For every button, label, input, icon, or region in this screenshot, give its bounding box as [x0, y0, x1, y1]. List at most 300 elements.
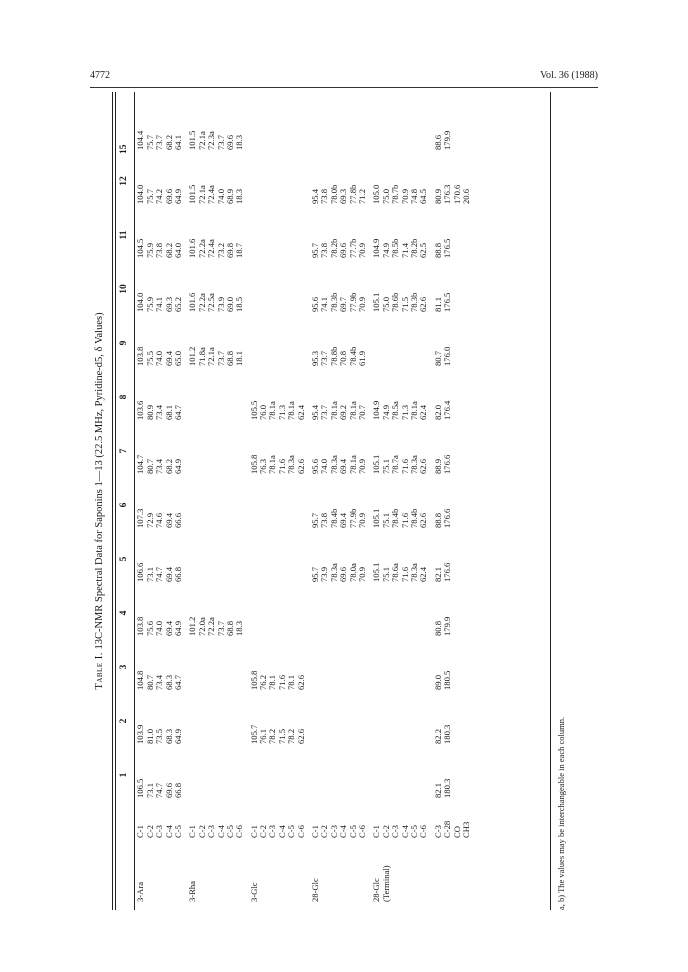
sugar-unit-label [268, 840, 277, 910]
table-rule-bottom [550, 92, 551, 910]
shift-value [296, 316, 305, 370]
shift-value: 73.7 [154, 134, 165, 150]
shift-value [329, 748, 338, 802]
shift-value: 74.8 [408, 188, 419, 204]
shift-value: 78.6a [390, 563, 401, 582]
shift-value: 18.3 [234, 620, 245, 636]
shift-value [226, 694, 235, 748]
row-tail [320, 92, 329, 146]
table-row [329, 92, 338, 910]
carbon-label: C-2 [258, 825, 269, 838]
shift-value: 71.4 [399, 242, 410, 258]
shift-value [287, 154, 296, 208]
shift-value [462, 586, 471, 640]
shift-value: 89.0 [432, 674, 443, 690]
shift-value: 180.5 [442, 670, 453, 690]
column-header: 15 [119, 144, 130, 154]
running-head [0, 0, 688, 100]
shift-value: 69.4 [163, 620, 174, 636]
shift-value [197, 424, 206, 478]
shift-value [216, 748, 225, 802]
shift-value: 72.1a [196, 185, 207, 204]
shift-value: 180.3 [442, 724, 453, 744]
sugar-unit-label [358, 840, 367, 910]
shift-value: 95.7 [310, 512, 321, 528]
shift-value: 104.5 [135, 238, 146, 258]
shift-value: 101.6 [187, 292, 198, 312]
shift-value [452, 532, 461, 586]
carbon-label: C-3 [390, 825, 401, 838]
shift-value: 78.1a [267, 401, 278, 420]
shift-value [452, 370, 461, 424]
shift-value: 78.1a [347, 455, 358, 474]
shift-value: 70.7 [356, 404, 367, 420]
shift-value: 101.5 [187, 184, 198, 204]
carbon-label: C-1 [187, 825, 198, 838]
shift-value [372, 316, 381, 370]
shift-value: 69.3 [338, 188, 349, 204]
shift-value: 179.9 [442, 130, 453, 150]
shift-value [329, 694, 338, 748]
shift-value: 76.1 [258, 728, 269, 744]
table-body [134, 92, 471, 910]
shift-value: 68.8 [224, 350, 235, 366]
sugar-unit-label [433, 840, 442, 910]
column-header: 9 [119, 340, 130, 346]
shift-value [287, 478, 296, 532]
row-tail [277, 92, 286, 146]
shift-value: 71.8a [196, 347, 207, 366]
shift-value: 73.4 [154, 674, 165, 690]
shift-value [462, 694, 471, 748]
carbon-label: C-5 [224, 825, 235, 838]
row-tail [381, 92, 390, 146]
shift-value: 78.3b [408, 292, 419, 312]
row-tail [339, 92, 348, 146]
shift-value: 70.9 [356, 242, 367, 258]
shift-value [249, 208, 258, 262]
carbon-label: C-3 [154, 825, 165, 838]
shift-value: 88.6 [432, 134, 443, 150]
shift-value: 103.6 [135, 400, 146, 420]
row-tail [311, 92, 320, 146]
table-row [391, 92, 400, 910]
shift-value: 78.8b [328, 346, 339, 366]
shift-value [259, 586, 268, 640]
sugar-unit-label [216, 840, 225, 910]
shift-value [188, 748, 197, 802]
shift-value [249, 586, 258, 640]
shift-value: 73.5 [154, 728, 165, 744]
shift-value: 69.4 [163, 350, 174, 366]
shift-value: 103.8 [135, 346, 146, 366]
shift-value [235, 532, 244, 586]
shift-value [235, 370, 244, 424]
shift-value: 107.3 [135, 508, 146, 528]
page-number: 4772 [90, 70, 110, 81]
carbon-label: CO [451, 826, 462, 838]
shift-value [259, 478, 268, 532]
sugar-unit-label [452, 840, 461, 910]
shift-value [207, 478, 216, 532]
sugar-unit-label [348, 840, 357, 910]
shift-value: 65.0 [172, 350, 183, 366]
shift-value [226, 370, 235, 424]
row-tail [452, 92, 461, 146]
shift-value [410, 640, 419, 694]
table-container [90, 92, 598, 910]
row-tail [348, 92, 357, 146]
shift-value: 103.8 [135, 616, 146, 636]
shift-value: 64.7 [172, 404, 183, 420]
table-row [188, 92, 197, 910]
shift-value: 62.6 [295, 458, 306, 474]
shift-value: 68.1 [163, 404, 174, 420]
shift-value: 68.9 [224, 188, 235, 204]
shift-value [296, 154, 305, 208]
shift-value [462, 478, 471, 532]
carbon-label: C-4 [163, 825, 174, 838]
shift-value: 80.7 [432, 350, 443, 366]
shift-value: 88.9 [432, 458, 443, 474]
shift-value [188, 694, 197, 748]
shift-value: 104.0 [135, 292, 146, 312]
shift-value: 101.2 [187, 616, 198, 636]
shift-value [320, 694, 329, 748]
table-row [207, 92, 216, 910]
carbon-label: C-5 [172, 825, 183, 838]
shift-value: 69.4 [338, 458, 349, 474]
shift-value [372, 640, 381, 694]
shift-value: 75.6 [144, 620, 155, 636]
shift-value [419, 586, 428, 640]
shift-value [400, 586, 409, 640]
shift-value: 69.4 [338, 512, 349, 528]
shift-value: 72.4a [206, 185, 217, 204]
shift-value: 62.4 [295, 404, 306, 420]
shift-value: 75.9 [144, 296, 155, 312]
shift-value [372, 694, 381, 748]
shift-value [287, 316, 296, 370]
shift-value: 69.6 [163, 782, 174, 798]
shift-value: 80.9 [144, 404, 155, 420]
shift-value [268, 532, 277, 586]
shift-value: 68.2 [163, 242, 174, 258]
carbon-label: C-2 [144, 825, 155, 838]
shift-value: 104.4 [135, 130, 146, 150]
shift-value [381, 748, 390, 802]
table-row [320, 92, 329, 910]
shift-value: 64.9 [172, 728, 183, 744]
column-header: 1 [119, 772, 130, 778]
shift-value: 74.7 [154, 566, 165, 582]
shift-value: 69.2 [338, 404, 349, 420]
shift-value: 105.5 [248, 400, 259, 420]
shift-value [268, 146, 277, 154]
shift-value: 105.0 [371, 184, 382, 204]
sugar-unit-label [235, 840, 244, 910]
shift-value: 105.1 [371, 562, 382, 582]
shift-value: 78.2b [328, 238, 339, 258]
shift-value: 73.1 [144, 782, 155, 798]
shift-value [391, 694, 400, 748]
shift-value: 73.8 [319, 512, 330, 528]
column-header: 6 [119, 502, 130, 508]
shift-value: 77.9b [347, 508, 358, 528]
table-row [311, 92, 320, 910]
shift-value: 78.3a [328, 563, 339, 582]
shift-value: 71.6 [399, 512, 410, 528]
shift-value [188, 424, 197, 478]
carbon-label: C-4 [215, 825, 226, 838]
shift-value: 64.7 [172, 674, 183, 690]
shift-value: 80.8 [432, 620, 443, 636]
row-tail [268, 92, 277, 146]
shift-value: 71.3 [399, 404, 410, 420]
sugar-unit-label [197, 840, 206, 910]
sugar-unit-label [287, 840, 296, 910]
shift-value: 82.1 [432, 566, 443, 582]
sugar-unit-label: 3-Rha [187, 880, 198, 902]
shift-value [372, 146, 381, 154]
shift-value [207, 532, 216, 586]
shift-value: 64.5 [418, 188, 429, 204]
shift-value [235, 478, 244, 532]
shift-value: 106.6 [135, 562, 146, 582]
shift-value [226, 424, 235, 478]
table-row [348, 92, 357, 910]
shift-value [381, 586, 390, 640]
sugar-unit-label [226, 840, 235, 910]
shift-value: 70.9 [356, 512, 367, 528]
shift-value [339, 640, 348, 694]
shift-value: 70.9 [356, 296, 367, 312]
shift-value: 72.4a [206, 239, 217, 258]
shift-value: 62.6 [418, 512, 429, 528]
shift-value: 64.1 [172, 134, 183, 150]
shift-value [452, 146, 461, 154]
shift-value: 78.1a [286, 401, 297, 420]
sugar-unit-label: 28-Glc [310, 878, 321, 902]
shift-value [296, 146, 305, 154]
shift-value: 105.1 [371, 454, 382, 474]
shift-value: 73.9 [319, 566, 330, 582]
shift-value [259, 146, 268, 154]
shift-value: 77.8b [347, 184, 358, 204]
shift-value: 73.8 [154, 242, 165, 258]
shift-value: 78.5b [390, 238, 401, 258]
header-blank [116, 840, 134, 910]
row-tail [358, 92, 367, 146]
shift-value: 75.0 [380, 188, 391, 204]
shift-value: 73.7 [215, 134, 226, 150]
shift-value [277, 748, 286, 802]
shift-value [391, 146, 400, 154]
shift-value: 75.5 [144, 350, 155, 366]
shift-value [216, 370, 225, 424]
shift-value: 74.0 [319, 458, 330, 474]
sugar-unit-label [400, 840, 409, 910]
shift-value: 74.7 [154, 782, 165, 798]
shift-value: 18.3 [234, 188, 245, 204]
shift-value [462, 208, 471, 262]
shift-value: 104.9 [371, 400, 382, 420]
column-header: 2 [119, 718, 130, 724]
shift-value: 78.1a [408, 401, 419, 420]
journal-volume: Vol. 36 (1988) [540, 70, 598, 81]
carbon-label: C-6 [295, 825, 306, 838]
shift-value [452, 208, 461, 262]
shift-value [419, 748, 428, 802]
shift-value: 69.6 [338, 566, 349, 582]
shift-value [188, 640, 197, 694]
shift-value [452, 478, 461, 532]
carbon-label: C-6 [234, 825, 245, 838]
row-tail [462, 92, 471, 146]
shift-value: 95.4 [310, 404, 321, 420]
shift-value: 73.1 [144, 566, 155, 582]
shift-value: 72.5a [206, 293, 217, 312]
shift-value: 65.2 [172, 296, 183, 312]
shift-value [259, 154, 268, 208]
shift-value [452, 586, 461, 640]
shift-value: 73.9 [215, 296, 226, 312]
shift-value: 78.6b [390, 292, 401, 312]
shift-value [348, 640, 357, 694]
shift-value [268, 586, 277, 640]
shift-value: 82.2 [432, 728, 443, 744]
column-header: 11 [119, 230, 130, 240]
shift-value: 73.7 [319, 350, 330, 366]
shift-value: 76.3 [258, 458, 269, 474]
shift-value: 71.6 [276, 458, 287, 474]
shift-value: 62.6 [295, 674, 306, 690]
shift-value: 101.6 [187, 238, 198, 258]
shift-value [207, 748, 216, 802]
shift-value [235, 694, 244, 748]
shift-value: 66.8 [172, 566, 183, 582]
column-header: 12 [119, 176, 130, 186]
shift-value: 104.0 [135, 184, 146, 204]
header-rule [90, 87, 598, 88]
shift-value [462, 748, 471, 802]
shift-value [277, 154, 286, 208]
shift-value [462, 146, 471, 154]
column-header: 10 [119, 284, 130, 294]
nmr-data-table [116, 92, 471, 910]
shift-value: 78.4b [408, 508, 419, 528]
shift-value: 68.2 [163, 134, 174, 150]
sugar-unit-label [443, 840, 452, 910]
shift-value: 75.0 [380, 296, 391, 312]
shift-value: 101.2 [187, 346, 198, 366]
table-row [226, 92, 235, 910]
table-row [197, 92, 206, 910]
shift-value: 68.8 [224, 620, 235, 636]
shift-value: 69.4 [163, 566, 174, 582]
shift-value [249, 316, 258, 370]
carbon-label: C-1 [371, 825, 382, 838]
table-row [419, 92, 428, 910]
table-row [372, 92, 381, 910]
shift-value [277, 208, 286, 262]
row-tail [259, 92, 268, 146]
shift-value: 69.0 [224, 296, 235, 312]
shift-value: 176.0 [442, 346, 453, 366]
carbon-label: C-1 [135, 825, 146, 838]
shift-value [226, 478, 235, 532]
shift-value [320, 640, 329, 694]
shift-value: 73.8 [319, 242, 330, 258]
row-tail [287, 92, 296, 146]
shift-value: 80.7 [144, 674, 155, 690]
sugar-unit-label: 3-Glc [248, 882, 259, 902]
shift-value [235, 748, 244, 802]
carbon-label: C-4 [338, 825, 349, 838]
header-blank [116, 92, 134, 146]
shift-value [268, 478, 277, 532]
shift-value: 71.5 [399, 296, 410, 312]
shift-value [452, 640, 461, 694]
shift-value [358, 640, 367, 694]
shift-value [339, 694, 348, 748]
shift-value: 72.2a [196, 293, 207, 312]
shift-value [197, 694, 206, 748]
shift-value [188, 370, 197, 424]
shift-value: 69.6 [163, 188, 174, 204]
shift-value: 64.9 [172, 458, 183, 474]
shift-value [296, 532, 305, 586]
shift-value [249, 748, 258, 802]
shift-value: 77.9b [347, 292, 358, 312]
carbon-label: C-5 [286, 825, 297, 838]
shift-value [296, 262, 305, 316]
carbon-label: C-28 [442, 820, 453, 838]
shift-value [268, 154, 277, 208]
sugar-unit-label [164, 840, 173, 910]
carbon-label: C-5 [408, 825, 419, 838]
shift-value: 78.1a [267, 455, 278, 474]
shift-value [249, 154, 258, 208]
shift-value [311, 586, 320, 640]
shift-value [462, 370, 471, 424]
shift-value: 73.7 [215, 620, 226, 636]
shift-value: 71.5 [276, 728, 287, 744]
shift-value [268, 208, 277, 262]
shift-value: 64.9 [172, 188, 183, 204]
shift-value: 80.9 [432, 188, 443, 204]
shift-value: 70.8 [338, 350, 349, 366]
shift-value [381, 316, 390, 370]
shift-value [259, 208, 268, 262]
shift-value [320, 146, 329, 154]
shift-value [277, 146, 286, 154]
shift-value: 66.6 [172, 512, 183, 528]
shift-value: 78.4b [328, 508, 339, 528]
shift-value: 69.6 [224, 134, 235, 150]
shift-value: 78.4b [390, 508, 401, 528]
shift-value [452, 262, 461, 316]
shift-value: 81.1 [432, 296, 443, 312]
shift-value: 68.3 [163, 674, 174, 690]
shift-value: 170.6 [451, 184, 462, 204]
shift-value [391, 640, 400, 694]
table-row [174, 92, 183, 910]
shift-value [320, 748, 329, 802]
shift-value [311, 694, 320, 748]
shift-value [226, 748, 235, 802]
sugar-unit-label [155, 840, 164, 910]
